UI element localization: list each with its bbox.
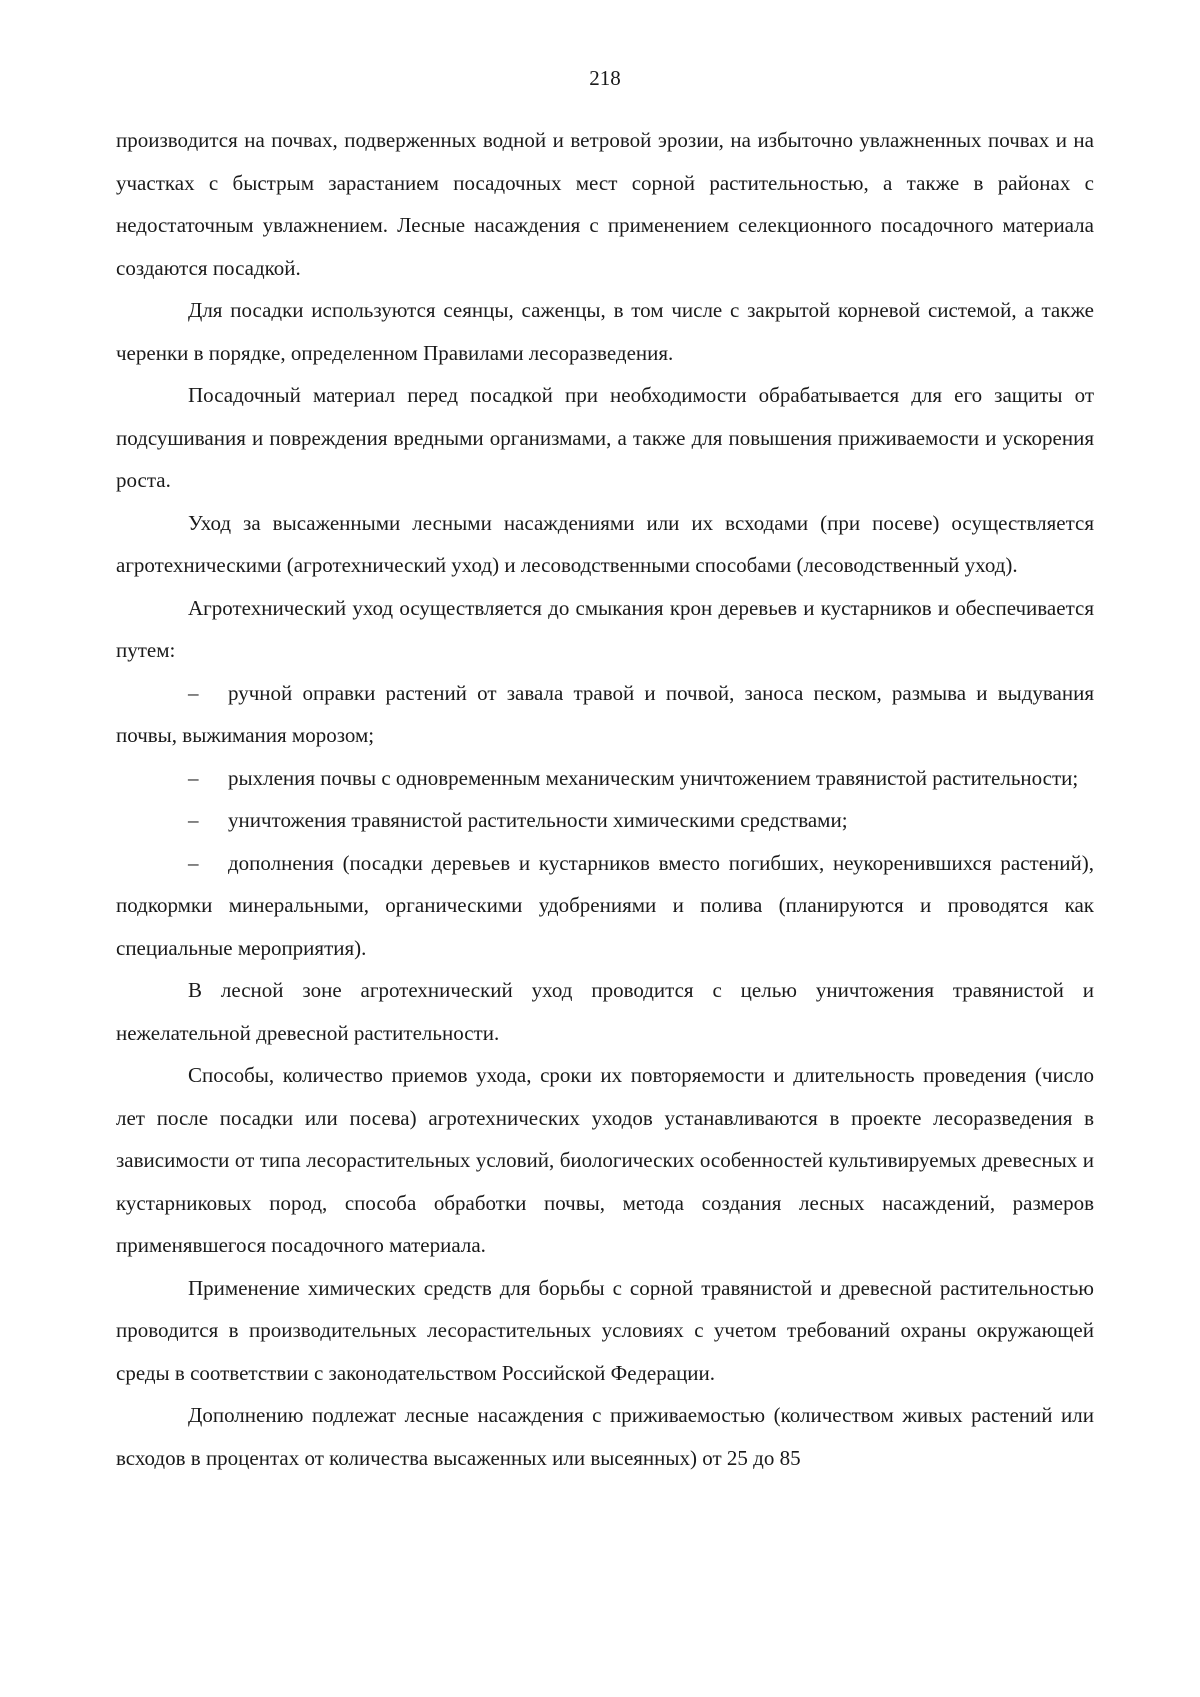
paragraph: Уход за высаженными лесными насаждениями или их всходами (при посеве) осуществляется агротехническими (агротехнический уход) и лесоводственными способами (лесоводственный уход). — [116, 510, 1094, 577]
dash-marker: – — [188, 680, 199, 705]
dash-marker: – — [188, 808, 199, 832]
paragraph: В лесной зоне агротехнический уход проводится с целью уничтожения травянистой и нежелательной древесной растительности. — [116, 978, 1094, 1045]
list-item — [116, 842, 1094, 970]
paragraph: Дополнению подлежат лесные насаждения с приживаемостью (количеством живых растений или всходов в процентах от количества высаженных или высеянных) от 25 до 85 — [116, 1403, 1094, 1470]
dash-marker: – — [188, 850, 199, 875]
paragraph: Способы, количество приемов ухода, сроки их повторяемости и длительность проведения (число лет после посадки или посева) агротехнических уходов устанавливаются в проекте лесоразведения в зависимости от типа лесорастительных условий, биологических особенностей культивируемых древесных и кустарниковых пород, способа обработки почвы, метода создания лесных насаждений, размеров применявшегося посадочного материала. — [116, 1063, 1094, 1257]
list-item-text: рыхления почвы с одновременным механическим уничтожением травянистой растительности; — [228, 765, 1079, 790]
paragraph: Применение химических средств для борьбы с сорной травянистой и древесной растительностью проводится в производительных лесорастительных условиях с учетом требований охраны окружающей среды в соответствии с законодательством Российской Федерации. — [116, 1275, 1094, 1385]
list-item-text: дополнения (посадки деревьев и кустарников вместо погибших, неукоренившихся растений), подкормки минеральными, органическими удобрениями и полива (планируются и проводятся как специальные мероприятия). — [116, 850, 1094, 960]
list-item-text: уничтожения травянистой растительности химическими средствами; — [228, 808, 848, 832]
list-item — [116, 672, 1094, 757]
paragraph: Посадочный материал перед посадкой при необходимости обрабатывается для его защиты от подсушивания и повреждения вредными организмами, а также для повышения приживаемости и ускорения роста. — [116, 383, 1094, 492]
body-text — [116, 119, 1094, 1479]
paragraph: Для посадки используются сеянцы, саженцы, в том числе с закрытой корневой системой, а также черенки в порядке, определенном Правилами лесоразведения. — [116, 298, 1094, 365]
page-number: 218 — [589, 66, 621, 90]
list-item-text: ручной оправки растений от завала травой и почвой, заноса песком, размыва и выдувания почвы, выжимания морозом; — [116, 680, 1094, 747]
dash-marker: – — [188, 765, 199, 790]
list-item — [116, 799, 1094, 842]
paragraph: Агротехнический уход осуществляется до смыкания крон деревьев и кустарников и обеспечивается путем: — [116, 595, 1094, 662]
list-item — [116, 757, 1094, 800]
paragraph: производится на почвах, подверженных водной и ветровой эрозии, на избыточно увлажненных почвах и на участках с быстрым зарастанием посадочных мест сорной растительностью, а также в районах с недостаточным увлажнением. Лесные насаждения с применением селекционного посадочного материала создаются посадкой. — [116, 128, 1094, 280]
